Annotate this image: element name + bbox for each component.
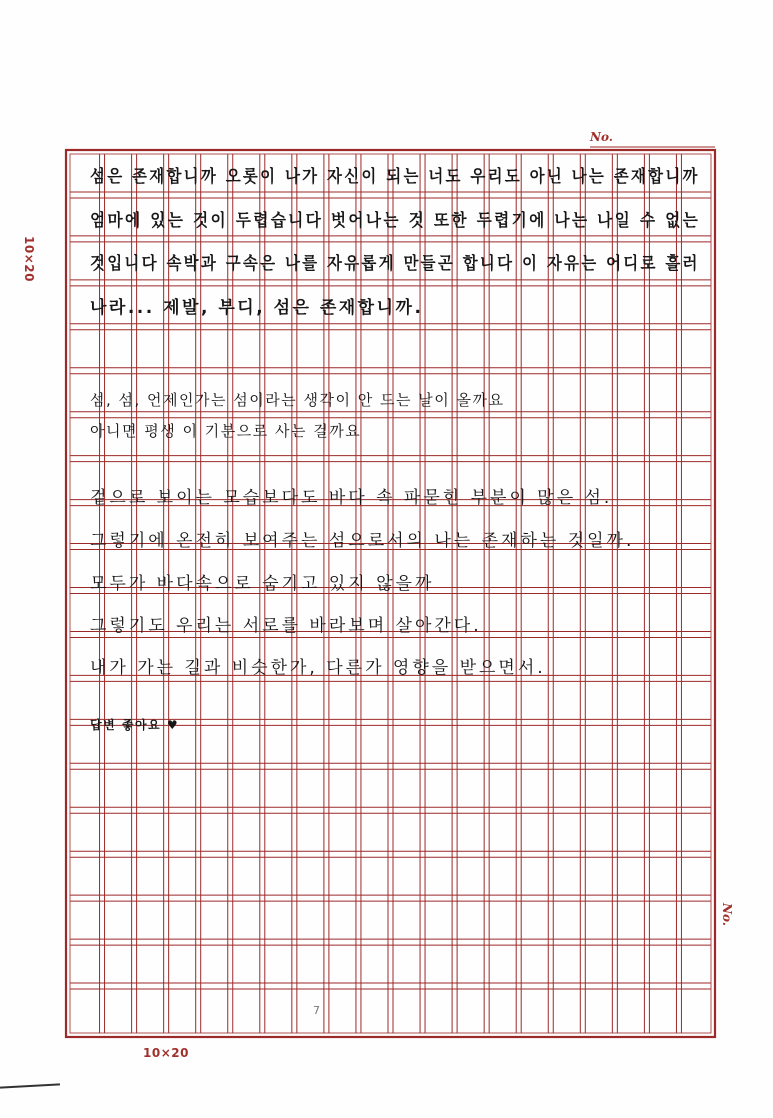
page-number: 7 [313, 1004, 320, 1017]
grid-size-label-side: 10×20 [22, 236, 36, 282]
number-mark-top: No. [590, 130, 613, 144]
text-line: 겉으로 보이는 모습보다도 바다 속 파묻힌 부분이 많은 섬. [90, 488, 613, 508]
text-line: 그렇기에 온전히 보여주는 섬으로서의 나는 존재하는 것일까. [90, 531, 635, 551]
grid-size-label-bottom: 10×20 [143, 1046, 189, 1060]
text-line: 답변 좋아요 ♥ [90, 718, 180, 732]
text-line: 섬, 섬, 언제인가는 섬이라는 생각이 안 드는 날이 올까요 [90, 391, 505, 409]
text-line: 나라... 제발, 부디, 섬은 존재합니까. [90, 298, 424, 318]
text-line: 모두가 바다속으로 숨기고 있지 않을까 [90, 574, 435, 594]
text-line: 그렇기도 우리는 서로를 바라보며 살아간다. [90, 616, 482, 636]
text-line: 엄마에 있는 것이 두렵습니다 벗어나는 것 또한 두렵기에 나는 나일 수 없는 [90, 211, 701, 231]
text-line: 것입니다 속박과 구속은 나를 자유롭게 만들곤 합니다 이 자유는 어디로 흘러 [90, 254, 700, 274]
text-line: 섬은 존재합니까 오롯이 나가 자신이 되는 너도 우리도 아닌 나는 존재합니까 [90, 167, 700, 187]
text-line: 내가 가는 길과 비슷한가, 다른가 영향을 받으면서. [90, 658, 546, 678]
number-mark-right: No. [720, 903, 734, 926]
text-line: 아니면 평생 이 기분으로 사는 걸까요 [90, 422, 362, 440]
